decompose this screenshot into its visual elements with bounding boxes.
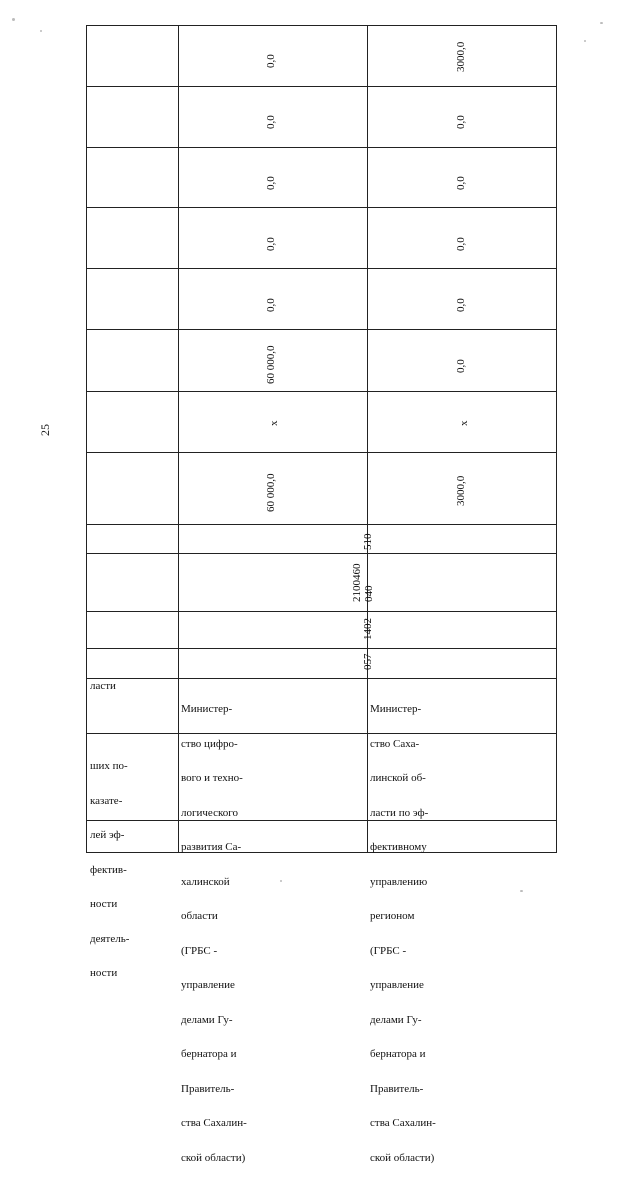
scan-speck (12, 18, 15, 21)
table-border-right (556, 25, 557, 853)
row-2-value-5: 0,0 (455, 237, 467, 251)
table-row-line (86, 147, 556, 148)
row-1-value-7: 0,0 (265, 115, 277, 129)
row-1-value-5: 0,0 (265, 237, 277, 251)
target-item-code: 2100460 040 (351, 563, 375, 602)
row-2-executor: Министер- ство Саха- линской об- ласти по эф- фективному управлению регионом (ГРБС - управление делами Гу- бернатора и Правитель- ства Сахалин- ской области) (370, 703, 436, 1164)
row-2-value-4: 0,0 (455, 298, 467, 312)
table-row-line (86, 86, 556, 87)
table-col-line (367, 25, 368, 853)
row-1-value-8: 0,0 (265, 54, 277, 68)
table-border-bottom (86, 852, 556, 853)
table-row-line (86, 553, 556, 554)
table-row-line (86, 452, 556, 453)
table-border-top (86, 25, 556, 26)
page-number: 25 (38, 424, 52, 436)
section-code: 1402 (362, 618, 374, 640)
grbs-code: 057 (362, 653, 374, 670)
row-1-value-3: 60 000,0 (265, 345, 277, 384)
table-row-line (86, 329, 556, 330)
expense-type-code: 510 (362, 533, 374, 550)
table-row-line (86, 268, 556, 269)
scan-speck (600, 22, 603, 24)
table-row-line (86, 733, 556, 734)
scan-speck (520, 890, 523, 892)
table-row-line (86, 207, 556, 208)
scan-speck (280, 880, 282, 882)
table-row-line (86, 648, 556, 649)
executor-header: ласти (90, 680, 116, 692)
indicator-header: ших по- казате- лей эф- фектив- ности деятель- ности (90, 760, 130, 979)
row-2-value-7: 0,0 (455, 115, 467, 129)
table-row-line (86, 391, 556, 392)
row-1-value-2: x (268, 420, 280, 426)
row-1-value-4: 0,0 (265, 298, 277, 312)
row-2-value-2: x (458, 420, 470, 426)
scan-speck (40, 30, 42, 32)
table-col-line (178, 25, 179, 853)
row-2-value-3: 0,0 (455, 359, 467, 373)
row-1-value-6: 0,0 (265, 176, 277, 190)
table-row-line (86, 820, 556, 821)
row-1-value-1: 60 000,0 (265, 473, 277, 512)
row-2-value-8: 3000,0 (455, 41, 467, 72)
row-1-executor: Министер- ство цифро- вого и техно- логического развития Са- халинской области (ГРБС - управление делами Гу- бернатора и Правитель- ства Сахалин- ской области) (181, 703, 247, 1164)
row-2-value-1: 3000,0 (455, 475, 467, 506)
table-row-line (86, 678, 556, 679)
table-border-left (86, 25, 87, 853)
scan-speck (584, 40, 586, 42)
table-row-line (86, 524, 556, 525)
row-2-value-6: 0,0 (455, 176, 467, 190)
table-row-line (86, 611, 556, 612)
